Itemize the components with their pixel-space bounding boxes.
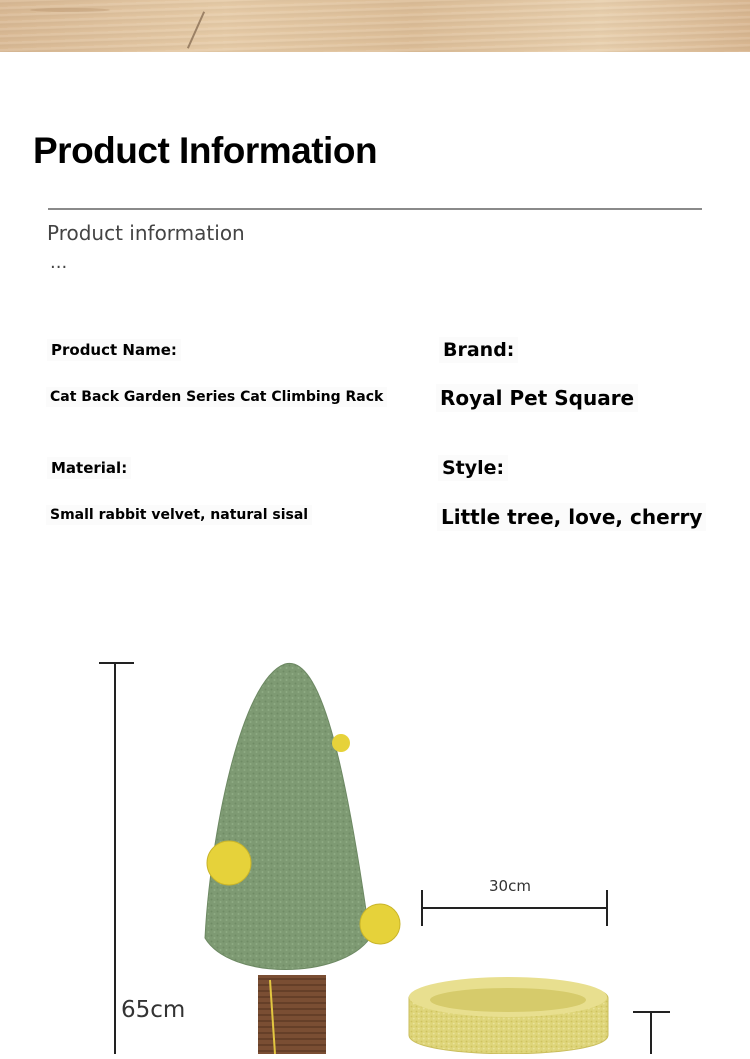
material-value: Small rabbit velvet, natural sisal xyxy=(46,505,312,525)
product-illustration xyxy=(0,640,750,1054)
material-label: Material: xyxy=(47,457,131,479)
sisal-trunk xyxy=(258,975,326,1054)
height-dimension-label: 65cm xyxy=(121,997,186,1023)
pompom-top xyxy=(332,734,350,752)
wood-banner xyxy=(0,0,750,52)
bed-inner xyxy=(430,988,586,1012)
page-title: Product Information xyxy=(33,130,378,171)
divider xyxy=(48,208,702,210)
wood-knot xyxy=(30,8,110,12)
width-dimension-label: 30cm xyxy=(489,877,531,895)
brand-label: Brand: xyxy=(439,337,518,363)
tree-cone xyxy=(205,663,370,969)
style-label: Style: xyxy=(438,455,508,481)
wood-crack xyxy=(187,11,205,48)
section-subtitle: Product information xyxy=(47,221,245,245)
pompom-right xyxy=(360,904,400,944)
product-name-label: Product Name: xyxy=(47,339,181,361)
pompom-left xyxy=(207,841,251,885)
brand-value: Royal Pet Square xyxy=(436,384,638,412)
product-dimension-figure xyxy=(0,640,750,1054)
product-name-value: Cat Back Garden Series Cat Climbing Rack xyxy=(46,387,387,407)
style-value: Little tree, love, cherry xyxy=(437,503,706,531)
section-ellipsis: ... xyxy=(50,252,68,273)
